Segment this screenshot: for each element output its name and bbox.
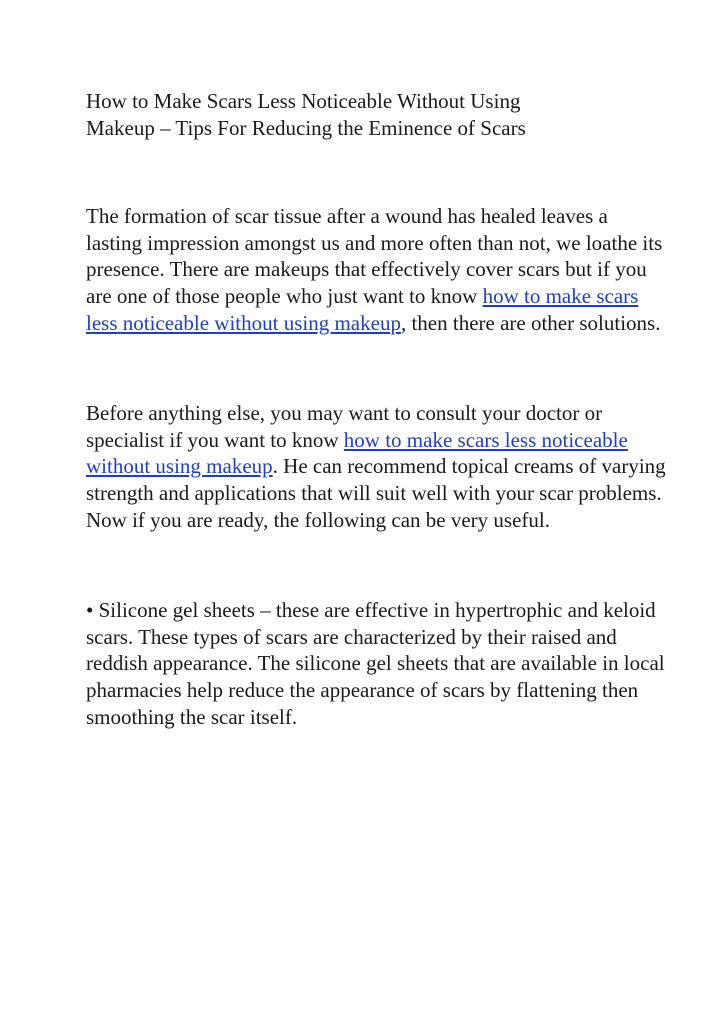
paragraph-1-text-after: , then there are other solutions. bbox=[400, 310, 661, 335]
scars-makeup-link[interactable]: how to make scars less noticeable without using makeup bbox=[86, 427, 628, 479]
paragraph-2-text-after: . He can recommend topical creams of varying strength and applications that will suit well with your scar problems. Now if you are ready, the following can be very useful. bbox=[86, 454, 666, 532]
paragraph-consult-doctor bbox=[86, 400, 666, 533]
spacer bbox=[86, 141, 666, 203]
paragraph-2-text-before: Before anything else, you may want to consult your doctor or specialist if you want to know bbox=[86, 401, 603, 452]
paragraph-1-text-before: The formation of scar tissue after a wound has healed leaves a lasting impression amongst us and more often than not, we loathe its presence. There are makeups that effectively cover scars but if you are one of those people who just want to know bbox=[86, 204, 663, 308]
paragraph-scar-formation bbox=[86, 203, 666, 336]
document-page bbox=[86, 88, 666, 730]
paragraph-silicone-gel-sheets: • Silicone gel sheets – these are effective in hypertrophic and keloid scars. These types of scars are characterized by their raised and reddish appearance. The silicone gel sheets that are available in local pharmacies help reduce the appearance of scars by flattening then smoothing the scar itself. bbox=[86, 598, 665, 729]
scars-makeup-link[interactable]: how to make scars less noticeable without using makeup bbox=[86, 283, 639, 335]
document-title bbox=[86, 88, 666, 141]
title-line-2: Makeup – Tips For Reducing the Eminence of Scars bbox=[86, 115, 526, 140]
title-line-1: How to Make Scars Less Noticeable Without Using bbox=[86, 89, 521, 113]
spacer bbox=[86, 533, 666, 597]
spacer bbox=[86, 336, 666, 400]
